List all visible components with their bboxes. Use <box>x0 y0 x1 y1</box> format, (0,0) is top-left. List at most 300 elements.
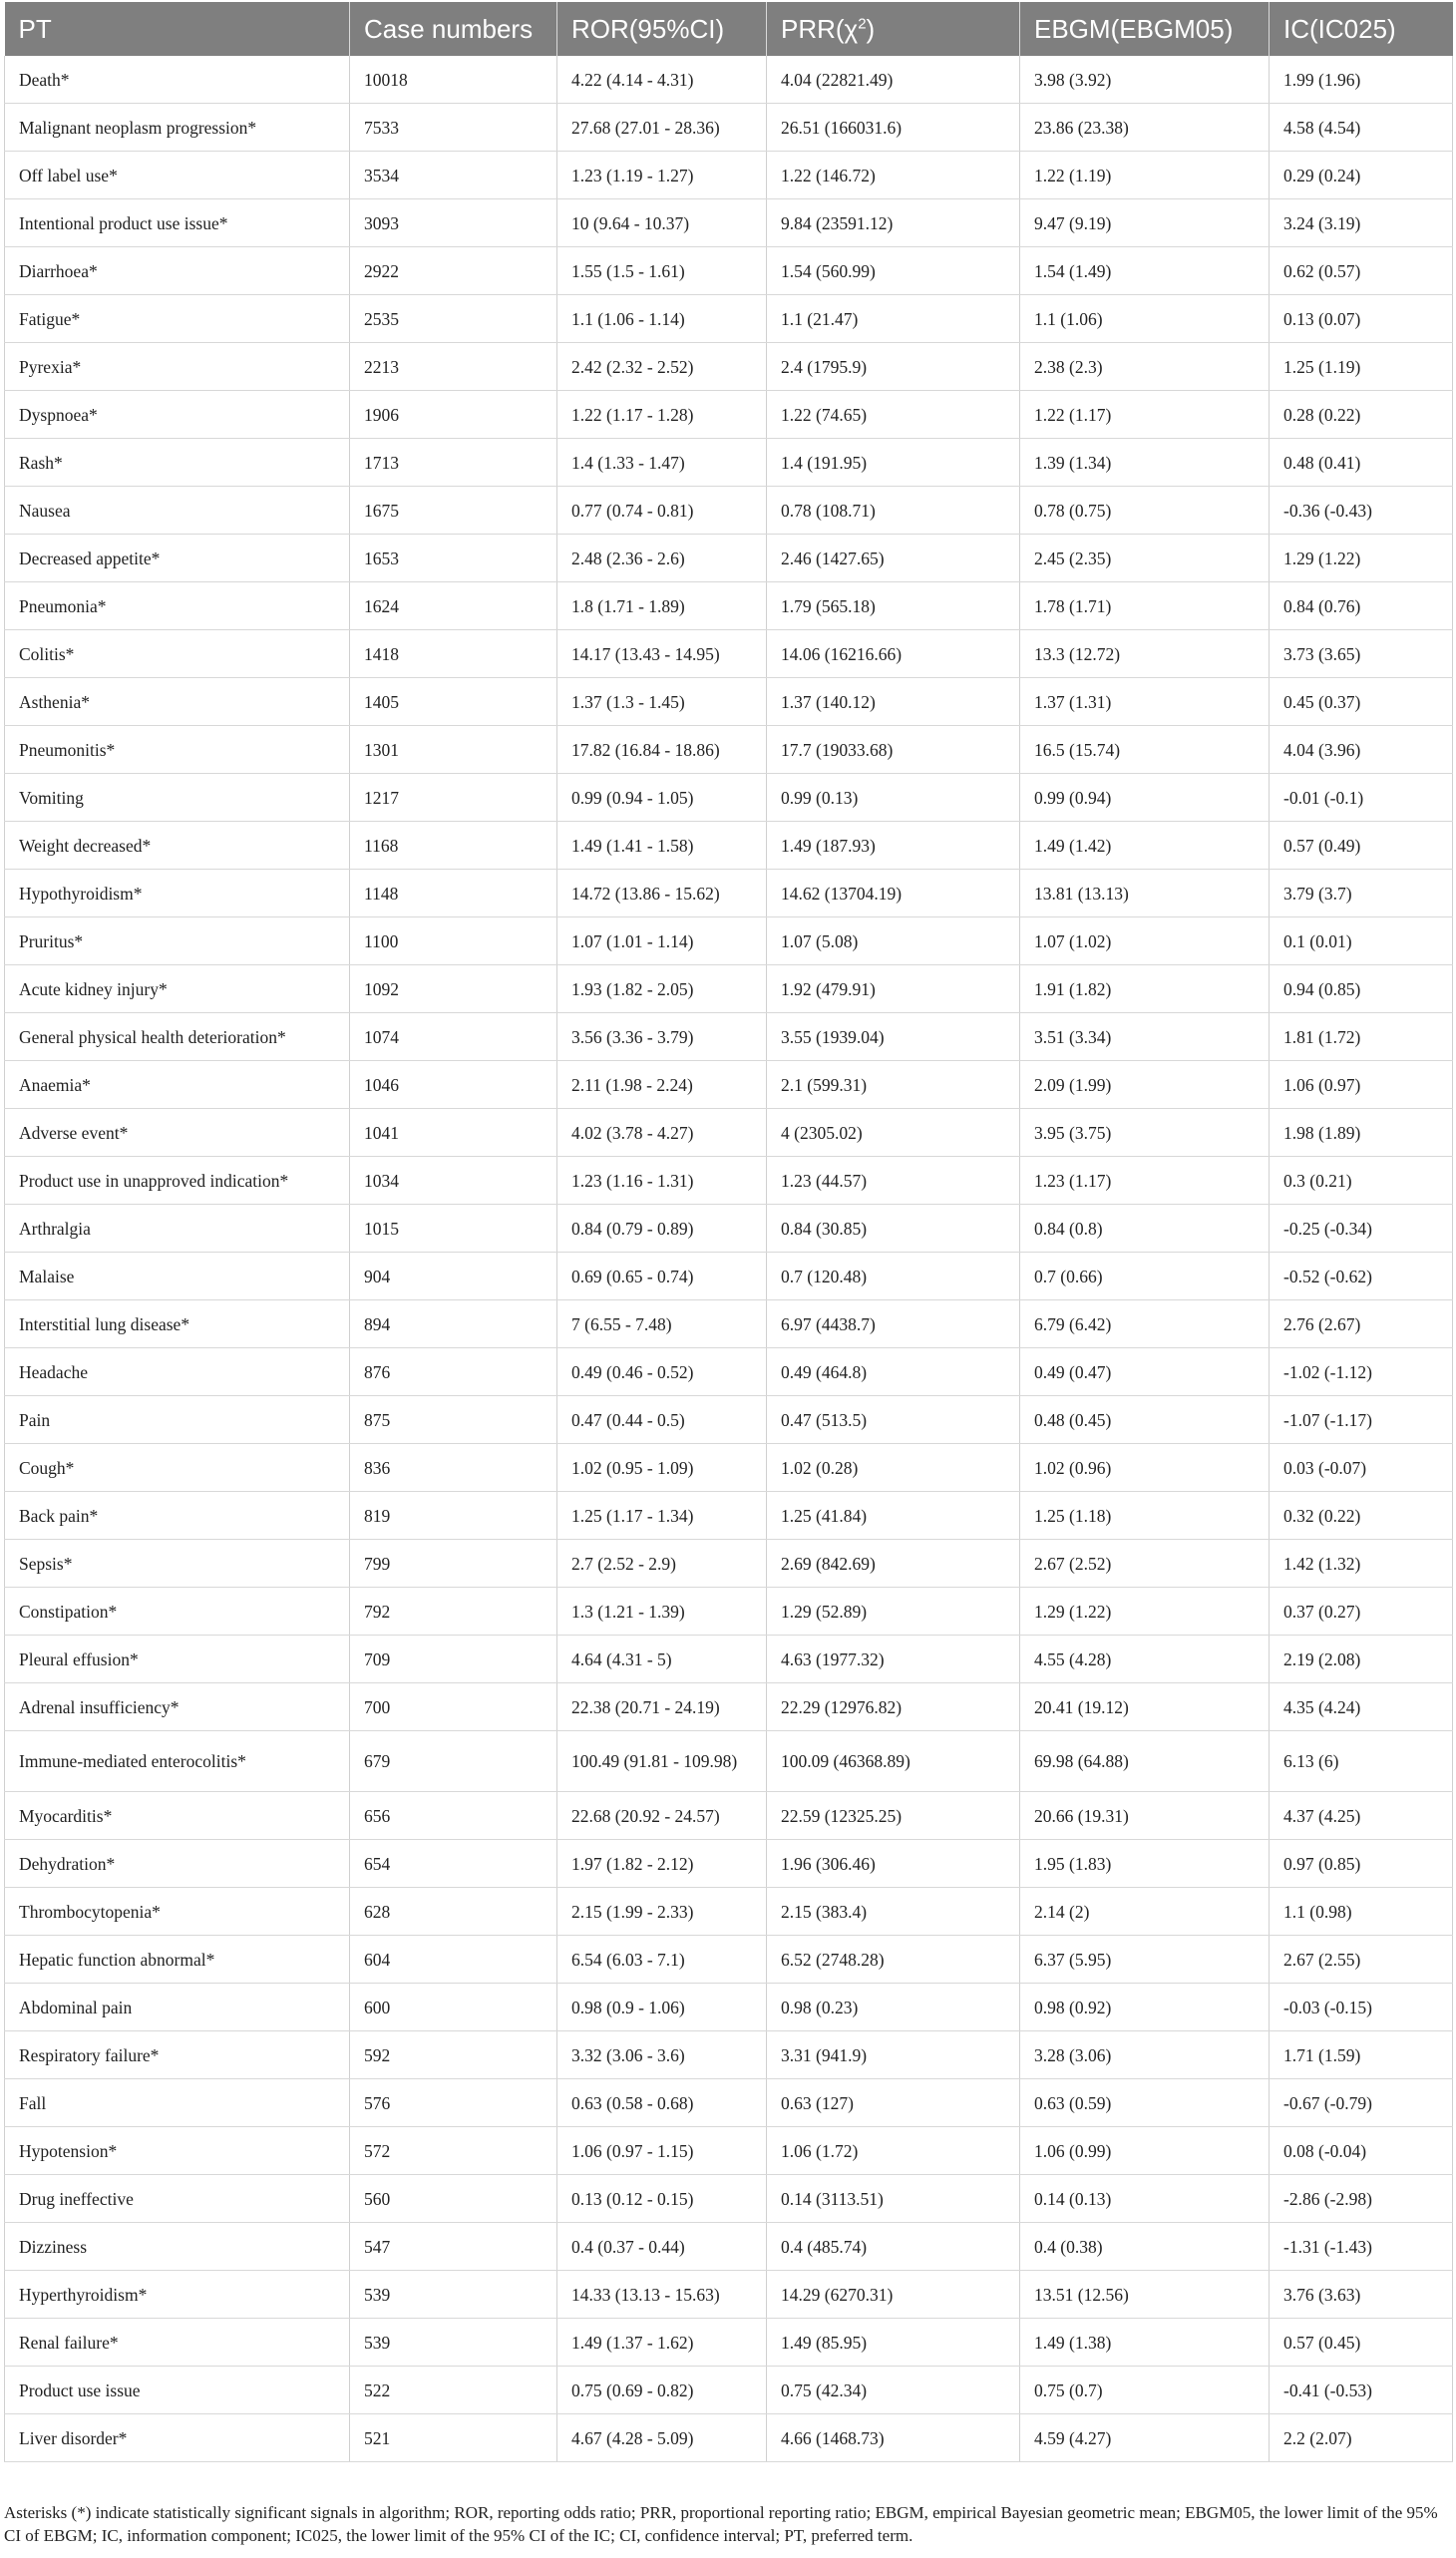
cell-ror: 1.23 (1.19 - 1.27) <box>557 152 767 199</box>
cell-prr: 0.75 (42.34) <box>767 2367 1020 2414</box>
cell-case-numbers: 894 <box>350 1300 557 1348</box>
cell-ror: 0.4 (0.37 - 0.44) <box>557 2223 767 2271</box>
cell-case-numbers: 799 <box>350 1540 557 1588</box>
cell-ic: 1.29 (1.22) <box>1270 535 1453 582</box>
table-row <box>5 1157 1453 1205</box>
cell-prr: 1.4 (191.95) <box>767 439 1020 487</box>
cell-ic: 1.81 (1.72) <box>1270 1013 1453 1061</box>
cell-ror: 6.54 (6.03 - 7.1) <box>557 1936 767 1984</box>
table-body <box>5 56 1453 2462</box>
cell-ror: 27.68 (27.01 - 28.36) <box>557 104 767 152</box>
cell-ebgm: 1.37 (1.31) <box>1020 678 1270 726</box>
cell-case-numbers: 2535 <box>350 295 557 343</box>
cell-prr: 0.98 (0.23) <box>767 1984 1020 2031</box>
cell-case-numbers: 1675 <box>350 487 557 535</box>
cell-pt: Asthenia* <box>5 678 350 726</box>
cell-case-numbers: 1906 <box>350 391 557 439</box>
cell-ic: -0.67 (-0.79) <box>1270 2079 1453 2127</box>
cell-prr: 1.25 (41.84) <box>767 1492 1020 1540</box>
cell-pt: Rash* <box>5 439 350 487</box>
cell-prr: 9.84 (23591.12) <box>767 199 1020 247</box>
table-row <box>5 439 1453 487</box>
cell-ic: 0.84 (0.76) <box>1270 582 1453 630</box>
cell-pt: Death* <box>5 56 350 104</box>
table-row <box>5 1061 1453 1109</box>
cell-ic: 0.45 (0.37) <box>1270 678 1453 726</box>
cell-ror: 10 (9.64 - 10.37) <box>557 199 767 247</box>
cell-ror: 0.99 (0.94 - 1.05) <box>557 774 767 822</box>
cell-ebgm: 2.09 (1.99) <box>1020 1061 1270 1109</box>
cell-pt: Renal failure* <box>5 2319 350 2367</box>
cell-ebgm: 3.51 (3.34) <box>1020 1013 1270 1061</box>
cell-prr: 1.96 (306.46) <box>767 1840 1020 1888</box>
cell-pt: Respiratory failure* <box>5 2031 350 2079</box>
table-row <box>5 2271 1453 2319</box>
cell-ic: 3.24 (3.19) <box>1270 199 1453 247</box>
cell-ebgm: 0.14 (0.13) <box>1020 2175 1270 2223</box>
cell-case-numbers: 576 <box>350 2079 557 2127</box>
table-row <box>5 1792 1453 1840</box>
cell-case-numbers: 3093 <box>350 199 557 247</box>
table-row <box>5 343 1453 391</box>
cell-pt: Fatigue* <box>5 295 350 343</box>
header-pt: PT <box>5 2 350 56</box>
cell-ic: -0.01 (-0.1) <box>1270 774 1453 822</box>
cell-ic: 0.48 (0.41) <box>1270 439 1453 487</box>
cell-pt: Constipation* <box>5 1588 350 1636</box>
table-row <box>5 1013 1453 1061</box>
cell-pt: Adverse event* <box>5 1109 350 1157</box>
cell-ebgm: 1.78 (1.71) <box>1020 582 1270 630</box>
cell-prr: 14.29 (6270.31) <box>767 2271 1020 2319</box>
cell-case-numbers: 1168 <box>350 822 557 870</box>
table-row <box>5 1205 1453 1253</box>
table-row <box>5 391 1453 439</box>
table-row <box>5 1936 1453 1984</box>
cell-case-numbers: 1015 <box>350 1205 557 1253</box>
cell-prr: 1.54 (560.99) <box>767 247 1020 295</box>
cell-case-numbers: 1074 <box>350 1013 557 1061</box>
cell-ror: 0.77 (0.74 - 0.81) <box>557 487 767 535</box>
cell-prr: 14.62 (13704.19) <box>767 870 1020 917</box>
cell-ic: -1.07 (-1.17) <box>1270 1396 1453 1444</box>
cell-case-numbers: 560 <box>350 2175 557 2223</box>
table-row <box>5 199 1453 247</box>
cell-case-numbers: 1713 <box>350 439 557 487</box>
cell-ic: 6.13 (6) <box>1270 1731 1453 1792</box>
cell-ebgm: 13.81 (13.13) <box>1020 870 1270 917</box>
cell-ror: 0.98 (0.9 - 1.06) <box>557 1984 767 2031</box>
cell-prr: 1.22 (146.72) <box>767 152 1020 199</box>
cell-ror: 1.06 (0.97 - 1.15) <box>557 2127 767 2175</box>
table-row <box>5 1348 1453 1396</box>
cell-pt: Pneumonia* <box>5 582 350 630</box>
table-row <box>5 1683 1453 1731</box>
cell-prr: 1.79 (565.18) <box>767 582 1020 630</box>
cell-ebgm: 13.51 (12.56) <box>1020 2271 1270 2319</box>
cell-case-numbers: 628 <box>350 1888 557 1936</box>
table-row <box>5 487 1453 535</box>
cell-case-numbers: 875 <box>350 1396 557 1444</box>
cell-ebgm: 9.47 (9.19) <box>1020 199 1270 247</box>
cell-pt: Pyrexia* <box>5 343 350 391</box>
table-row <box>5 1888 1453 1936</box>
cell-prr: 0.7 (120.48) <box>767 1253 1020 1300</box>
table-row <box>5 965 1453 1013</box>
cell-pt: Myocarditis* <box>5 1792 350 1840</box>
cell-case-numbers: 1418 <box>350 630 557 678</box>
table-row <box>5 774 1453 822</box>
cell-pt: Drug ineffective <box>5 2175 350 2223</box>
cell-ic: 1.42 (1.32) <box>1270 1540 1453 1588</box>
cell-pt: Malignant neoplasm progression* <box>5 104 350 152</box>
cell-pt: Immune-mediated enterocolitis* <box>5 1731 350 1792</box>
cell-pt: Intentional product use issue* <box>5 199 350 247</box>
cell-ic: 2.2 (2.07) <box>1270 2414 1453 2462</box>
cell-case-numbers: 522 <box>350 2367 557 2414</box>
cell-ror: 1.97 (1.82 - 2.12) <box>557 1840 767 1888</box>
cell-ebgm: 0.63 (0.59) <box>1020 2079 1270 2127</box>
cell-ebgm: 1.54 (1.49) <box>1020 247 1270 295</box>
cell-ror: 4.02 (3.78 - 4.27) <box>557 1109 767 1157</box>
cell-ror: 2.7 (2.52 - 2.9) <box>557 1540 767 1588</box>
table-row <box>5 152 1453 199</box>
cell-ror: 1.8 (1.71 - 1.89) <box>557 582 767 630</box>
cell-ror: 0.63 (0.58 - 0.68) <box>557 2079 767 2127</box>
cell-pt: Diarrhoea* <box>5 247 350 295</box>
cell-ic: 3.76 (3.63) <box>1270 2271 1453 2319</box>
table-row <box>5 295 1453 343</box>
cell-pt: Interstitial lung disease* <box>5 1300 350 1348</box>
header-ror: ROR(95%CI) <box>557 2 767 56</box>
cell-ror: 1.49 (1.37 - 1.62) <box>557 2319 767 2367</box>
cell-case-numbers: 904 <box>350 1253 557 1300</box>
table-header <box>5 2 1453 56</box>
cell-pt: Hepatic function abnormal* <box>5 1936 350 1984</box>
cell-case-numbers: 521 <box>350 2414 557 2462</box>
cell-case-numbers: 2213 <box>350 343 557 391</box>
cell-ror: 0.49 (0.46 - 0.52) <box>557 1348 767 1396</box>
cell-ic: 1.1 (0.98) <box>1270 1888 1453 1936</box>
cell-ic: 4.04 (3.96) <box>1270 726 1453 774</box>
cell-ror: 14.17 (13.43 - 14.95) <box>557 630 767 678</box>
cell-case-numbers: 1217 <box>350 774 557 822</box>
cell-case-numbers: 876 <box>350 1348 557 1396</box>
cell-ic: -0.36 (-0.43) <box>1270 487 1453 535</box>
cell-prr: 0.78 (108.71) <box>767 487 1020 535</box>
cell-pt: Nausea <box>5 487 350 535</box>
cell-ror: 1.37 (1.3 - 1.45) <box>557 678 767 726</box>
cell-pt: Colitis* <box>5 630 350 678</box>
table-row <box>5 104 1453 152</box>
table-row <box>5 870 1453 917</box>
cell-ic: 4.35 (4.24) <box>1270 1683 1453 1731</box>
table-row <box>5 582 1453 630</box>
cell-pt: Adrenal insufficiency* <box>5 1683 350 1731</box>
cell-ebgm: 4.59 (4.27) <box>1020 2414 1270 2462</box>
cell-ror: 0.84 (0.79 - 0.89) <box>557 1205 767 1253</box>
cell-prr: 14.06 (16216.66) <box>767 630 1020 678</box>
table-row <box>5 1300 1453 1348</box>
cell-ebgm: 20.41 (19.12) <box>1020 1683 1270 1731</box>
cell-pt: Product use issue <box>5 2367 350 2414</box>
cell-ic: -0.52 (-0.62) <box>1270 1253 1453 1300</box>
cell-prr: 0.14 (3113.51) <box>767 2175 1020 2223</box>
cell-ic: -0.25 (-0.34) <box>1270 1205 1453 1253</box>
cell-ic: 1.71 (1.59) <box>1270 2031 1453 2079</box>
cell-ebgm: 1.39 (1.34) <box>1020 439 1270 487</box>
cell-prr: 1.07 (5.08) <box>767 917 1020 965</box>
cell-ic: -2.86 (-2.98) <box>1270 2175 1453 2223</box>
table-row <box>5 2319 1453 2367</box>
cell-ror: 1.93 (1.82 - 2.05) <box>557 965 767 1013</box>
cell-case-numbers: 1041 <box>350 1109 557 1157</box>
cell-pt: Malaise <box>5 1253 350 1300</box>
cell-ror: 2.42 (2.32 - 2.52) <box>557 343 767 391</box>
cell-ror: 2.48 (2.36 - 2.6) <box>557 535 767 582</box>
header-case-numbers: Case numbers <box>350 2 557 56</box>
cell-ebgm: 1.02 (0.96) <box>1020 1444 1270 1492</box>
cell-case-numbers: 654 <box>350 1840 557 1888</box>
cell-ebgm: 4.55 (4.28) <box>1020 1636 1270 1683</box>
cell-ebgm: 0.98 (0.92) <box>1020 1984 1270 2031</box>
cell-prr: 0.99 (0.13) <box>767 774 1020 822</box>
signal-table <box>4 2 1453 2462</box>
cell-ic: 4.37 (4.25) <box>1270 1792 1453 1840</box>
cell-ic: 0.3 (0.21) <box>1270 1157 1453 1205</box>
cell-ebgm: 1.25 (1.18) <box>1020 1492 1270 1540</box>
cell-ror: 2.15 (1.99 - 2.33) <box>557 1888 767 1936</box>
cell-case-numbers: 539 <box>350 2271 557 2319</box>
cell-ror: 1.07 (1.01 - 1.14) <box>557 917 767 965</box>
cell-ebgm: 1.29 (1.22) <box>1020 1588 1270 1636</box>
table-row <box>5 2414 1453 2462</box>
cell-pt: Decreased appetite* <box>5 535 350 582</box>
cell-ebgm: 0.7 (0.66) <box>1020 1253 1270 1300</box>
table-row <box>5 56 1453 104</box>
cell-prr: 0.4 (485.74) <box>767 2223 1020 2271</box>
cell-pt: Pneumonitis* <box>5 726 350 774</box>
table-row <box>5 917 1453 965</box>
cell-pt: Product use in unapproved indication* <box>5 1157 350 1205</box>
cell-prr: 1.06 (1.72) <box>767 2127 1020 2175</box>
cell-ebgm: 2.67 (2.52) <box>1020 1540 1270 1588</box>
table-row <box>5 1109 1453 1157</box>
table-row <box>5 2031 1453 2079</box>
cell-ror: 2.11 (1.98 - 2.24) <box>557 1061 767 1109</box>
cell-ror: 22.38 (20.71 - 24.19) <box>557 1683 767 1731</box>
cell-ic: 0.57 (0.45) <box>1270 2319 1453 2367</box>
cell-prr: 1.29 (52.89) <box>767 1588 1020 1636</box>
cell-case-numbers: 1653 <box>350 535 557 582</box>
cell-pt: Weight decreased* <box>5 822 350 870</box>
cell-case-numbers: 1301 <box>350 726 557 774</box>
cell-prr: 1.92 (479.91) <box>767 965 1020 1013</box>
cell-ic: 0.32 (0.22) <box>1270 1492 1453 1540</box>
cell-ror: 3.32 (3.06 - 3.6) <box>557 2031 767 2079</box>
cell-case-numbers: 836 <box>350 1444 557 1492</box>
cell-prr: 4 (2305.02) <box>767 1109 1020 1157</box>
cell-case-numbers: 1405 <box>350 678 557 726</box>
cell-prr: 26.51 (166031.6) <box>767 104 1020 152</box>
cell-ror: 14.33 (13.13 - 15.63) <box>557 2271 767 2319</box>
cell-ebgm: 16.5 (15.74) <box>1020 726 1270 774</box>
cell-pt: Off label use* <box>5 152 350 199</box>
cell-case-numbers: 700 <box>350 1683 557 1731</box>
cell-pt: Arthralgia <box>5 1205 350 1253</box>
cell-ror: 1.1 (1.06 - 1.14) <box>557 295 767 343</box>
cell-prr: 22.59 (12325.25) <box>767 1792 1020 1840</box>
cell-pt: General physical health deterioration* <box>5 1013 350 1061</box>
cell-case-numbers: 592 <box>350 2031 557 2079</box>
cell-ic: 0.57 (0.49) <box>1270 822 1453 870</box>
table-row <box>5 2223 1453 2271</box>
header-ebgm: EBGM(EBGM05) <box>1020 2 1270 56</box>
cell-ic: 0.03 (-0.07) <box>1270 1444 1453 1492</box>
table-row <box>5 726 1453 774</box>
cell-prr: 2.1 (599.31) <box>767 1061 1020 1109</box>
header-ic: IC(IC025) <box>1270 2 1453 56</box>
cell-pt: Acute kidney injury* <box>5 965 350 1013</box>
table-row <box>5 630 1453 678</box>
table-row <box>5 1444 1453 1492</box>
cell-ic: 2.19 (2.08) <box>1270 1636 1453 1683</box>
cell-pt: Pleural effusion* <box>5 1636 350 1683</box>
cell-ebgm: 0.99 (0.94) <box>1020 774 1270 822</box>
cell-prr: 2.69 (842.69) <box>767 1540 1020 1588</box>
cell-case-numbers: 709 <box>350 1636 557 1683</box>
cell-ic: 3.73 (3.65) <box>1270 630 1453 678</box>
cell-ic: -1.02 (-1.12) <box>1270 1348 1453 1396</box>
cell-case-numbers: 547 <box>350 2223 557 2271</box>
cell-ror: 0.75 (0.69 - 0.82) <box>557 2367 767 2414</box>
cell-case-numbers: 1034 <box>350 1157 557 1205</box>
cell-ic: 0.62 (0.57) <box>1270 247 1453 295</box>
cell-ic: 0.13 (0.07) <box>1270 295 1453 343</box>
cell-prr: 1.22 (74.65) <box>767 391 1020 439</box>
cell-prr: 22.29 (12976.82) <box>767 1683 1020 1731</box>
cell-ic: 0.37 (0.27) <box>1270 1588 1453 1636</box>
cell-pt: Hypotension* <box>5 2127 350 2175</box>
cell-pt: Cough* <box>5 1444 350 1492</box>
table-row <box>5 1588 1453 1636</box>
cell-ror: 1.4 (1.33 - 1.47) <box>557 439 767 487</box>
cell-prr: 6.97 (4438.7) <box>767 1300 1020 1348</box>
cell-ebgm: 20.66 (19.31) <box>1020 1792 1270 1840</box>
cell-case-numbers: 572 <box>350 2127 557 2175</box>
cell-ebgm: 2.38 (2.3) <box>1020 343 1270 391</box>
cell-ebgm: 1.23 (1.17) <box>1020 1157 1270 1205</box>
cell-case-numbers: 1624 <box>350 582 557 630</box>
cell-prr: 2.15 (383.4) <box>767 1888 1020 1936</box>
cell-ror: 1.02 (0.95 - 1.09) <box>557 1444 767 1492</box>
cell-pt: Back pain* <box>5 1492 350 1540</box>
cell-pt: Fall <box>5 2079 350 2127</box>
cell-ic: 2.67 (2.55) <box>1270 1936 1453 1984</box>
cell-ebgm: 23.86 (23.38) <box>1020 104 1270 152</box>
cell-ror: 0.47 (0.44 - 0.5) <box>557 1396 767 1444</box>
cell-ebgm: 1.22 (1.19) <box>1020 152 1270 199</box>
cell-ror: 14.72 (13.86 - 15.62) <box>557 870 767 917</box>
cell-case-numbers: 1092 <box>350 965 557 1013</box>
cell-ic: 0.29 (0.24) <box>1270 152 1453 199</box>
cell-ic: 0.28 (0.22) <box>1270 391 1453 439</box>
table-row <box>5 2175 1453 2223</box>
table-row <box>5 678 1453 726</box>
cell-ror: 1.23 (1.16 - 1.31) <box>557 1157 767 1205</box>
cell-ror: 22.68 (20.92 - 24.57) <box>557 1792 767 1840</box>
cell-ror: 100.49 (91.81 - 109.98) <box>557 1731 767 1792</box>
cell-prr: 3.55 (1939.04) <box>767 1013 1020 1061</box>
table-row <box>5 1984 1453 2031</box>
cell-prr: 6.52 (2748.28) <box>767 1936 1020 1984</box>
table-row <box>5 1731 1453 1792</box>
table-row <box>5 2079 1453 2127</box>
table-row <box>5 1253 1453 1300</box>
cell-case-numbers: 1100 <box>350 917 557 965</box>
cell-pt: Pruritus* <box>5 917 350 965</box>
cell-ic: 1.25 (1.19) <box>1270 343 1453 391</box>
table-row <box>5 822 1453 870</box>
cell-prr: 1.49 (187.93) <box>767 822 1020 870</box>
cell-ebgm: 0.49 (0.47) <box>1020 1348 1270 1396</box>
cell-prr: 1.02 (0.28) <box>767 1444 1020 1492</box>
cell-ebgm: 1.49 (1.42) <box>1020 822 1270 870</box>
table-row <box>5 535 1453 582</box>
cell-pt: Pain <box>5 1396 350 1444</box>
table-row <box>5 1636 1453 1683</box>
cell-ror: 1.25 (1.17 - 1.34) <box>557 1492 767 1540</box>
table-row <box>5 1396 1453 1444</box>
cell-ebgm: 0.48 (0.45) <box>1020 1396 1270 1444</box>
cell-prr: 0.47 (513.5) <box>767 1396 1020 1444</box>
cell-case-numbers: 604 <box>350 1936 557 1984</box>
cell-ebgm: 0.4 (0.38) <box>1020 2223 1270 2271</box>
cell-pt: Dyspnoea* <box>5 391 350 439</box>
cell-case-numbers: 2922 <box>350 247 557 295</box>
cell-case-numbers: 792 <box>350 1588 557 1636</box>
cell-ebgm: 1.1 (1.06) <box>1020 295 1270 343</box>
table-row <box>5 1492 1453 1540</box>
cell-ebgm: 1.06 (0.99) <box>1020 2127 1270 2175</box>
cell-pt: Thrombocytopenia* <box>5 1888 350 1936</box>
cell-ebgm: 2.45 (2.35) <box>1020 535 1270 582</box>
cell-case-numbers: 10018 <box>350 56 557 104</box>
cell-ebgm: 3.98 (3.92) <box>1020 56 1270 104</box>
cell-ror: 4.22 (4.14 - 4.31) <box>557 56 767 104</box>
cell-ebgm: 1.07 (1.02) <box>1020 917 1270 965</box>
cell-ror: 1.55 (1.5 - 1.61) <box>557 247 767 295</box>
cell-ic: 3.79 (3.7) <box>1270 870 1453 917</box>
cell-ror: 4.64 (4.31 - 5) <box>557 1636 767 1683</box>
cell-case-numbers: 600 <box>350 1984 557 2031</box>
cell-ror: 17.82 (16.84 - 18.86) <box>557 726 767 774</box>
header-prr: $PRR(\chi^2)$ <box>767 2 1020 56</box>
cell-ebgm: 1.95 (1.83) <box>1020 1840 1270 1888</box>
cell-ebgm: 0.75 (0.7) <box>1020 2367 1270 2414</box>
cell-pt: Hypothyroidism* <box>5 870 350 917</box>
cell-case-numbers: 1046 <box>350 1061 557 1109</box>
cell-ic: 0.97 (0.85) <box>1270 1840 1453 1888</box>
cell-ebgm: 6.37 (5.95) <box>1020 1936 1270 1984</box>
table-row <box>5 2127 1453 2175</box>
cell-ebgm: 1.22 (1.17) <box>1020 391 1270 439</box>
cell-pt: Hyperthyroidism* <box>5 2271 350 2319</box>
cell-case-numbers: 7533 <box>350 104 557 152</box>
table-row <box>5 1540 1453 1588</box>
cell-ebgm: 6.79 (6.42) <box>1020 1300 1270 1348</box>
cell-prr: 1.1 (21.47) <box>767 295 1020 343</box>
